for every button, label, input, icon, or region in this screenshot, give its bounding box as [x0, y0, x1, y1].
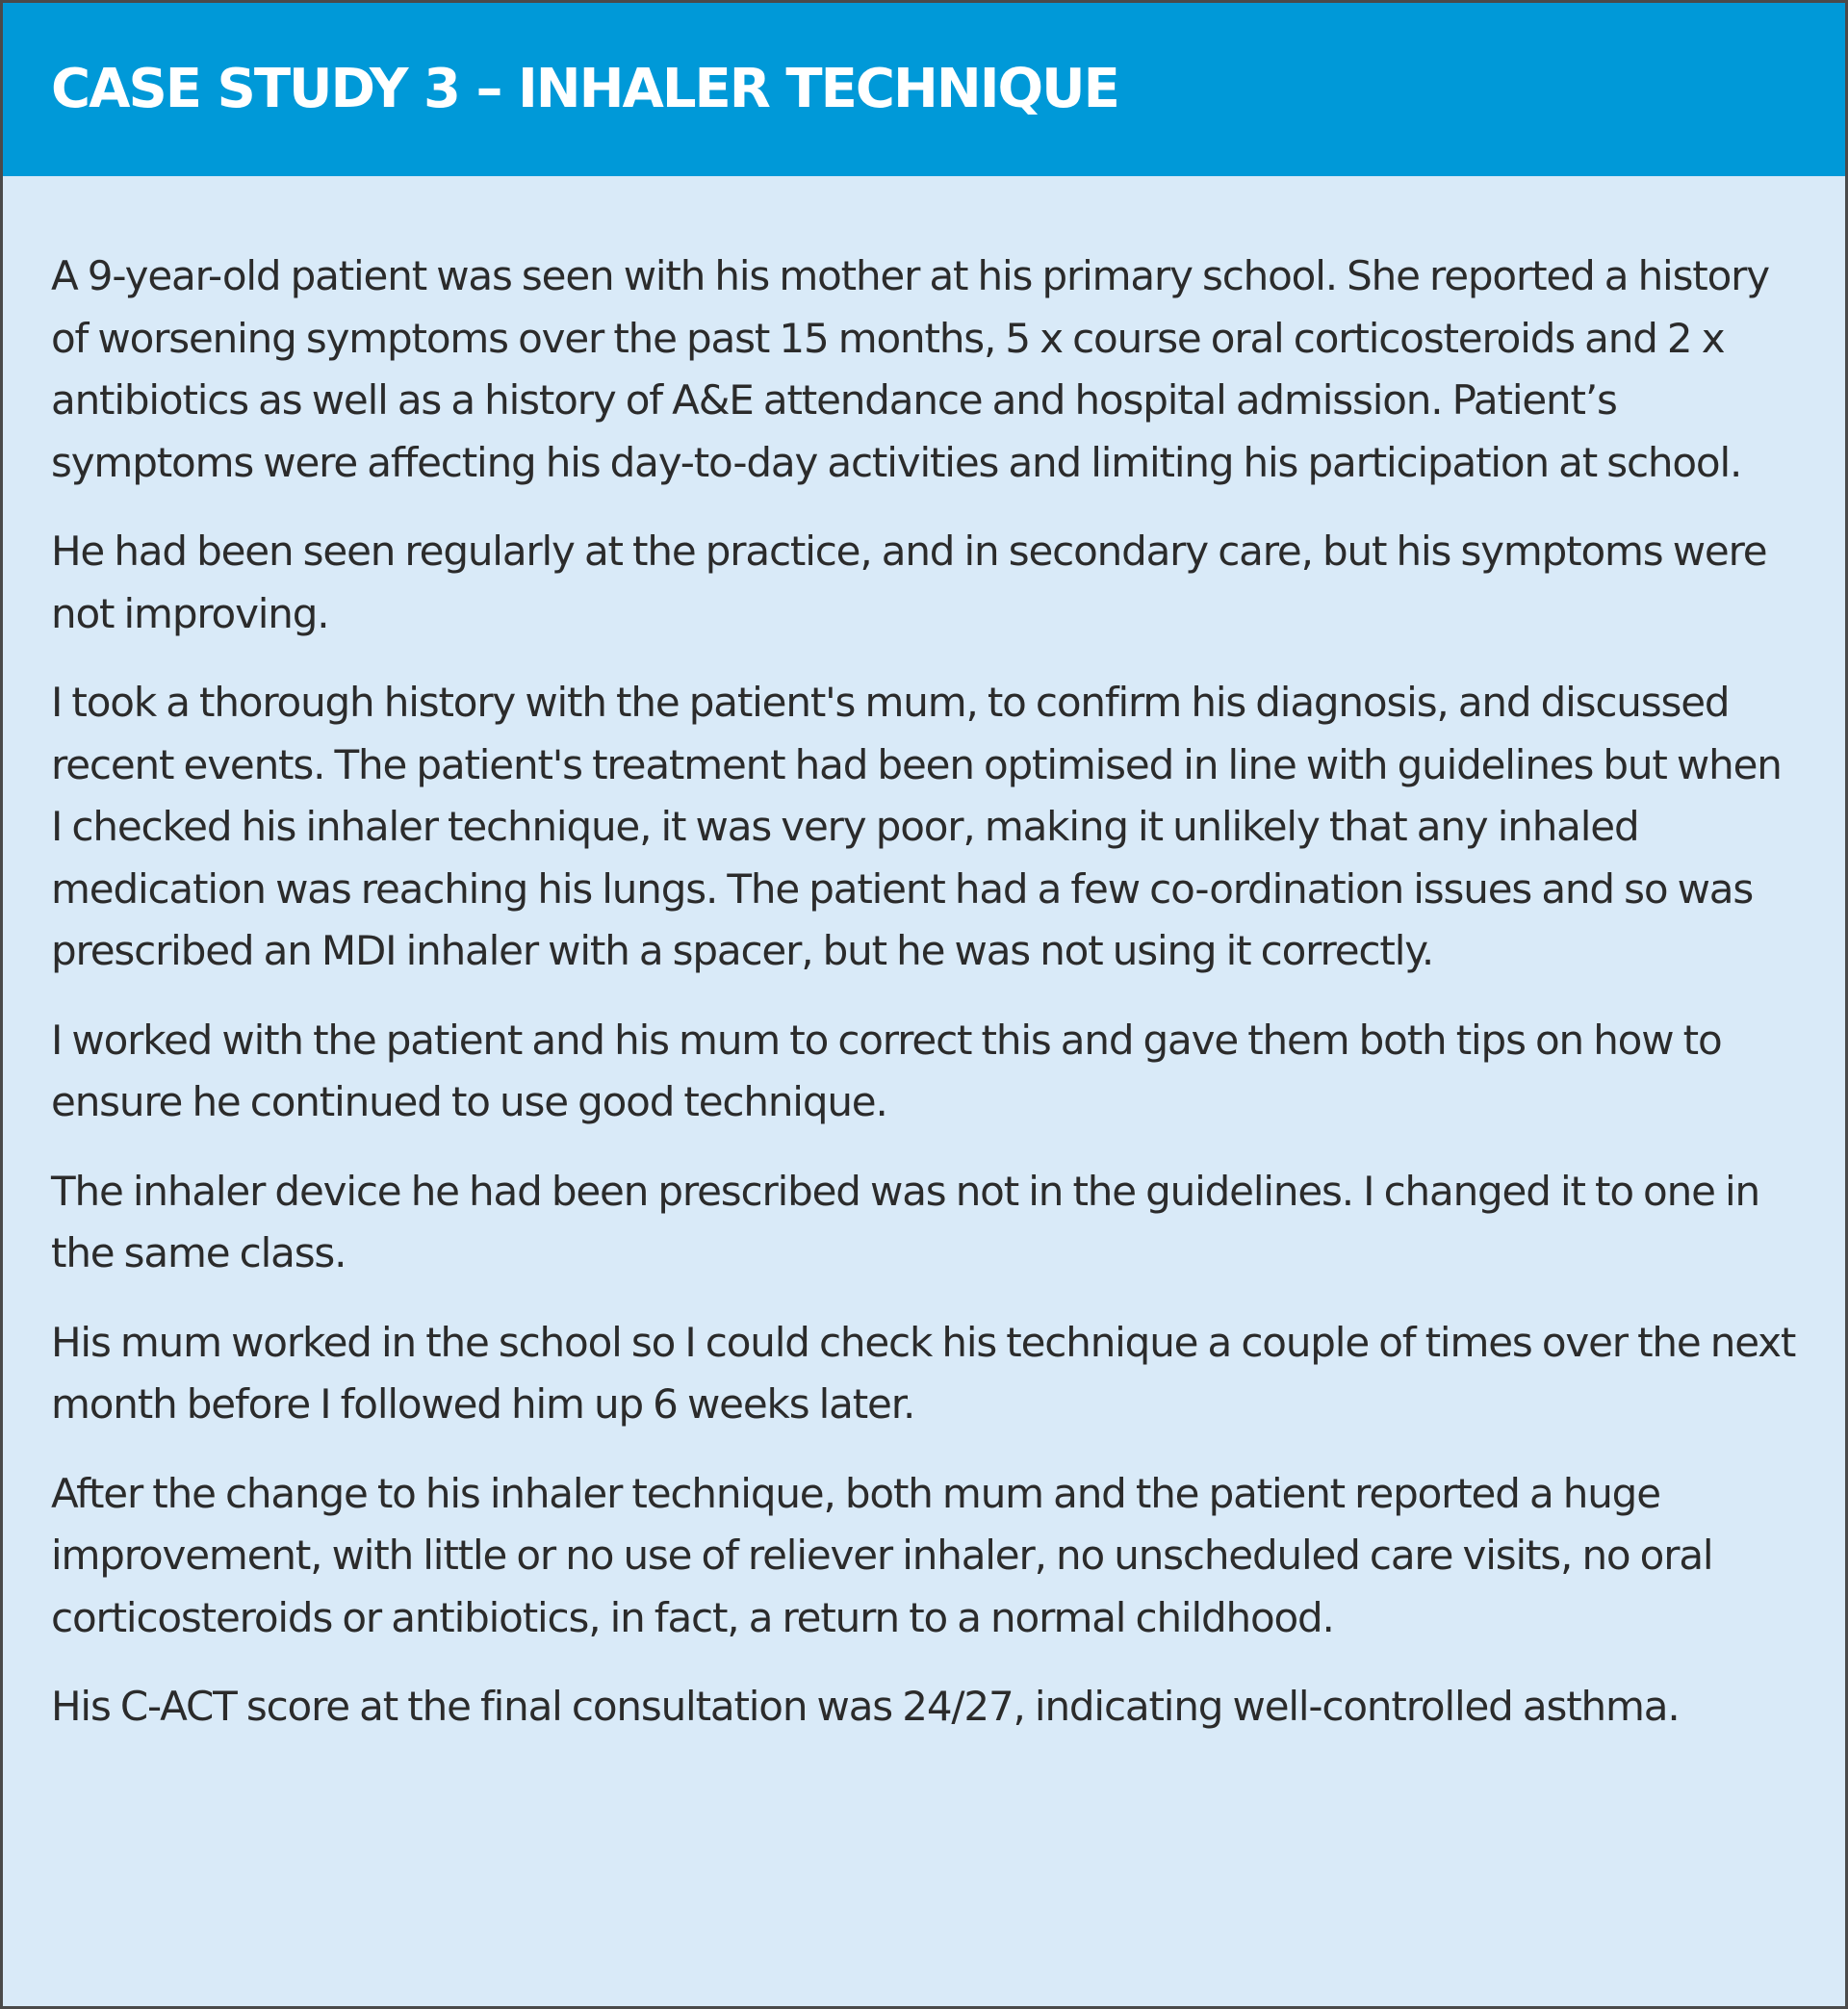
paragraph-technique-correction: I worked with the patient and his mum to correct this and gave them both tips on how to ensure he continued to use good technique. — [51, 1016, 1722, 1125]
paragraph-follow-up: His mum worked in the school so I could check his technique a couple of times over the next month before I followed him up 6 weeks later. — [51, 1318, 1796, 1428]
paragraph-outcome: After the change to his inhaler technique, both mum and the patient reported a huge improvement, with little or no use of reliever inhaler, no unscheduled care visits, no oral corticosteroids or antibiotics, in fact, a return to a normal childhood. — [51, 1469, 1713, 1641]
paragraph-c-act-score: His C-ACT score at the final consultation was 24/27, indicating well-controlled asthma. — [51, 1683, 1680, 1730]
paragraph-prior-care: He had been seen regularly at the practice, and in secondary care, but his symptoms were not improving. — [51, 528, 1767, 637]
paragraph-assessment: I took a thorough history with the patient's mum, to confirm his diagnosis, and discussed recent events. The patient's treatment had been optimised in line with guidelines but when I checked his inhaler technique, it was very poor, making it unlikely that any inhaled medication was reaching his lungs. The patient had a few co-ordination issues and so was prescribed an MDI inhaler with a spacer, but he was not using it correctly. — [51, 679, 1782, 974]
paragraph-device-change: The inhaler device he had been prescribed was not in the guidelines. I changed it to one in the same class. — [51, 1167, 1759, 1276]
paragraph-presentation: A 9-year-old patient was seen with his mother at his primary school. She reported a history of worsening symptoms over the past 15 months, 5 x course oral corticosteroids and 2 x antibiotics as well as a history of A&E attendance and hospital admission. Patient’s symptoms were affecting his day-to-day activities and limiting his participation at school. — [51, 252, 1769, 486]
case-study-header — [3, 3, 1845, 176]
case-study-title: CASE STUDY 3 – INHALER TECHNIQUE — [51, 58, 1118, 120]
case-study-body — [3, 176, 1845, 1739]
